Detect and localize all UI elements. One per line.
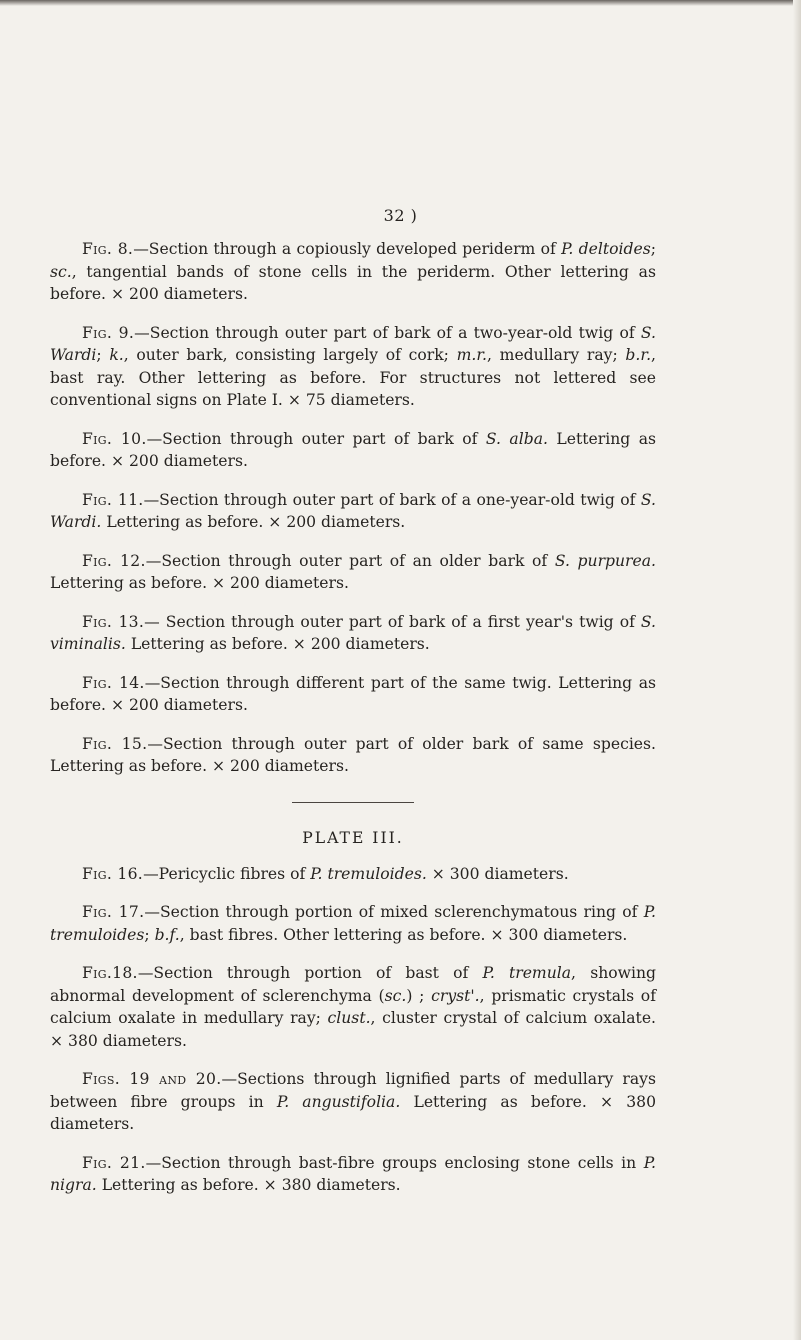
caption-text: , prismatic crystals of calcium oxalate in medullary ray;	[50, 986, 656, 1027]
figure-caption	[50, 733, 656, 778]
section-divider	[292, 802, 414, 803]
page-edge	[0, 0, 801, 6]
italic-term: S. Wardi	[50, 323, 657, 364]
caption-text: Lettering as before. × 380 diameters.	[96, 1176, 401, 1194]
caption-text: Lettering as before. × 200 diameters.	[50, 574, 349, 592]
figure-label: Fig. 9.	[82, 323, 135, 342]
caption-text: —Section through a copiously developed periderm of	[133, 240, 562, 258]
figure-label: Fig. 10.	[82, 429, 147, 448]
caption-text: , showing abnormal development of sclerenchyma (	[50, 964, 656, 1005]
caption-text: , bast fibres. Other lettering as before. × 300 diameters.	[179, 925, 628, 944]
caption-text: , cluster crystal of calcium oxalate. × 380 diameters.	[50, 1009, 657, 1050]
italic-term: S. purpurea.	[554, 551, 656, 570]
figure-caption	[50, 550, 656, 595]
italic-term: P. tremuloides	[50, 903, 656, 944]
plate-heading: PLATE III.	[302, 828, 404, 847]
italic-term: S. alba.	[485, 429, 548, 448]
page-number: 32 )	[383, 206, 418, 225]
italic-term: P. angustifolia.	[276, 1092, 401, 1111]
caption-text: × 300 diameters.	[426, 864, 569, 883]
figure-caption	[50, 428, 656, 473]
figure-label: Fig. 21.	[82, 1153, 146, 1172]
italic-term: S. viminalis.	[50, 612, 656, 653]
caption-text: ;	[96, 346, 110, 364]
figure-label: Fig. 14.	[82, 673, 145, 692]
caption-text: , bast ray. Other lettering as before. For structures not lettered see conventional signs on Plate I. × 75 diameters.	[50, 346, 657, 409]
figure-label: Fig. 13.	[82, 612, 145, 631]
figure-caption	[50, 489, 656, 534]
figure-label: Fig. 12.	[82, 551, 146, 570]
caption-text: ;	[650, 240, 656, 258]
caption-text: Lettering as before. × 380 diameters.	[50, 1092, 656, 1133]
italic-term: sc.	[50, 262, 72, 281]
caption-text: , medullary ray;	[487, 346, 626, 364]
italic-term: b.f.	[154, 925, 180, 944]
figure-label: Fig.18.	[82, 964, 138, 982]
caption-text: — Section through outer part of bark of a first year's twig of	[144, 612, 641, 631]
figure-caption	[50, 322, 656, 412]
caption-text: Lettering as before. × 200 diameters.	[101, 513, 406, 531]
figure-caption	[50, 238, 656, 306]
caption-text: Lettering as before. × 200 diameters.	[125, 635, 430, 653]
caption-text: —Section through outer part of bark of a one-year-old twig of	[143, 490, 641, 509]
caption-text: ;	[144, 925, 155, 944]
caption-text: ) ;	[406, 986, 432, 1005]
page-content	[50, 238, 656, 1213]
figure-caption	[50, 672, 656, 717]
figure-captions-plate-iii	[50, 863, 656, 1197]
figure-label: Fig. 11.	[82, 490, 144, 509]
italic-term: S. Wardi.	[50, 490, 656, 531]
figure-caption	[50, 1068, 656, 1136]
italic-term: b.r.	[625, 346, 652, 364]
caption-text: —Section through portion of bast of	[137, 964, 483, 982]
italic-term: P. tremuloides.	[310, 864, 427, 883]
figure-label: Fig. 8.	[82, 240, 134, 258]
italic-term: clust.	[327, 1009, 371, 1027]
figure-label: Fig. 15.	[82, 734, 148, 753]
italic-term: m.r.	[456, 346, 488, 364]
figure-caption	[50, 611, 656, 656]
figure-label: Fig. 17.	[82, 903, 145, 921]
figure-label: Figs. 19 and 20.	[82, 1070, 222, 1088]
figure-label: Fig. 16.	[82, 864, 144, 883]
caption-text: —Section through outer part of older bark of same species. Lettering as before. × 200 diameters.	[50, 734, 656, 775]
figure-caption	[50, 1152, 656, 1197]
figure-caption	[50, 863, 656, 886]
italic-term: sc.	[384, 986, 407, 1005]
page-edge-shadow	[793, 0, 801, 1340]
caption-text: —Pericyclic fibres of	[143, 864, 311, 883]
caption-text: —Sections through lignified parts of medullary rays between fibre groups in	[50, 1070, 656, 1111]
italic-term: k.	[109, 346, 124, 364]
caption-text: —Section through different part of the same twig. Lettering as before. × 200 diameters.	[50, 673, 656, 714]
italic-term: P. nigra.	[50, 1153, 656, 1194]
caption-text: —Section through outer part of bark of a two-year-old twig of	[134, 323, 641, 342]
caption-text: —Section through outer part of bark of	[146, 429, 486, 448]
italic-term: P. deltoides	[561, 240, 651, 258]
caption-text: Lettering as before. × 200 diameters.	[50, 429, 656, 470]
figure-caption	[50, 901, 656, 946]
caption-text: , outer bark, consisting largely of cork;	[123, 346, 457, 364]
italic-term: P. tremula	[482, 964, 572, 982]
figure-captions-plate-ii	[50, 238, 656, 778]
figure-caption	[50, 962, 656, 1052]
italic-term: cryst'.	[431, 986, 480, 1005]
caption-text: , tangential bands of stone cells in the periderm. Other lettering as before. × 200 diameters.	[50, 262, 656, 303]
caption-text: —Section through outer part of an older bark of	[145, 551, 555, 570]
caption-text: —Section through bast-fibre groups enclosing stone cells in	[145, 1153, 644, 1172]
caption-text: —Section through portion of mixed sclerenchymatous ring of	[144, 903, 644, 921]
